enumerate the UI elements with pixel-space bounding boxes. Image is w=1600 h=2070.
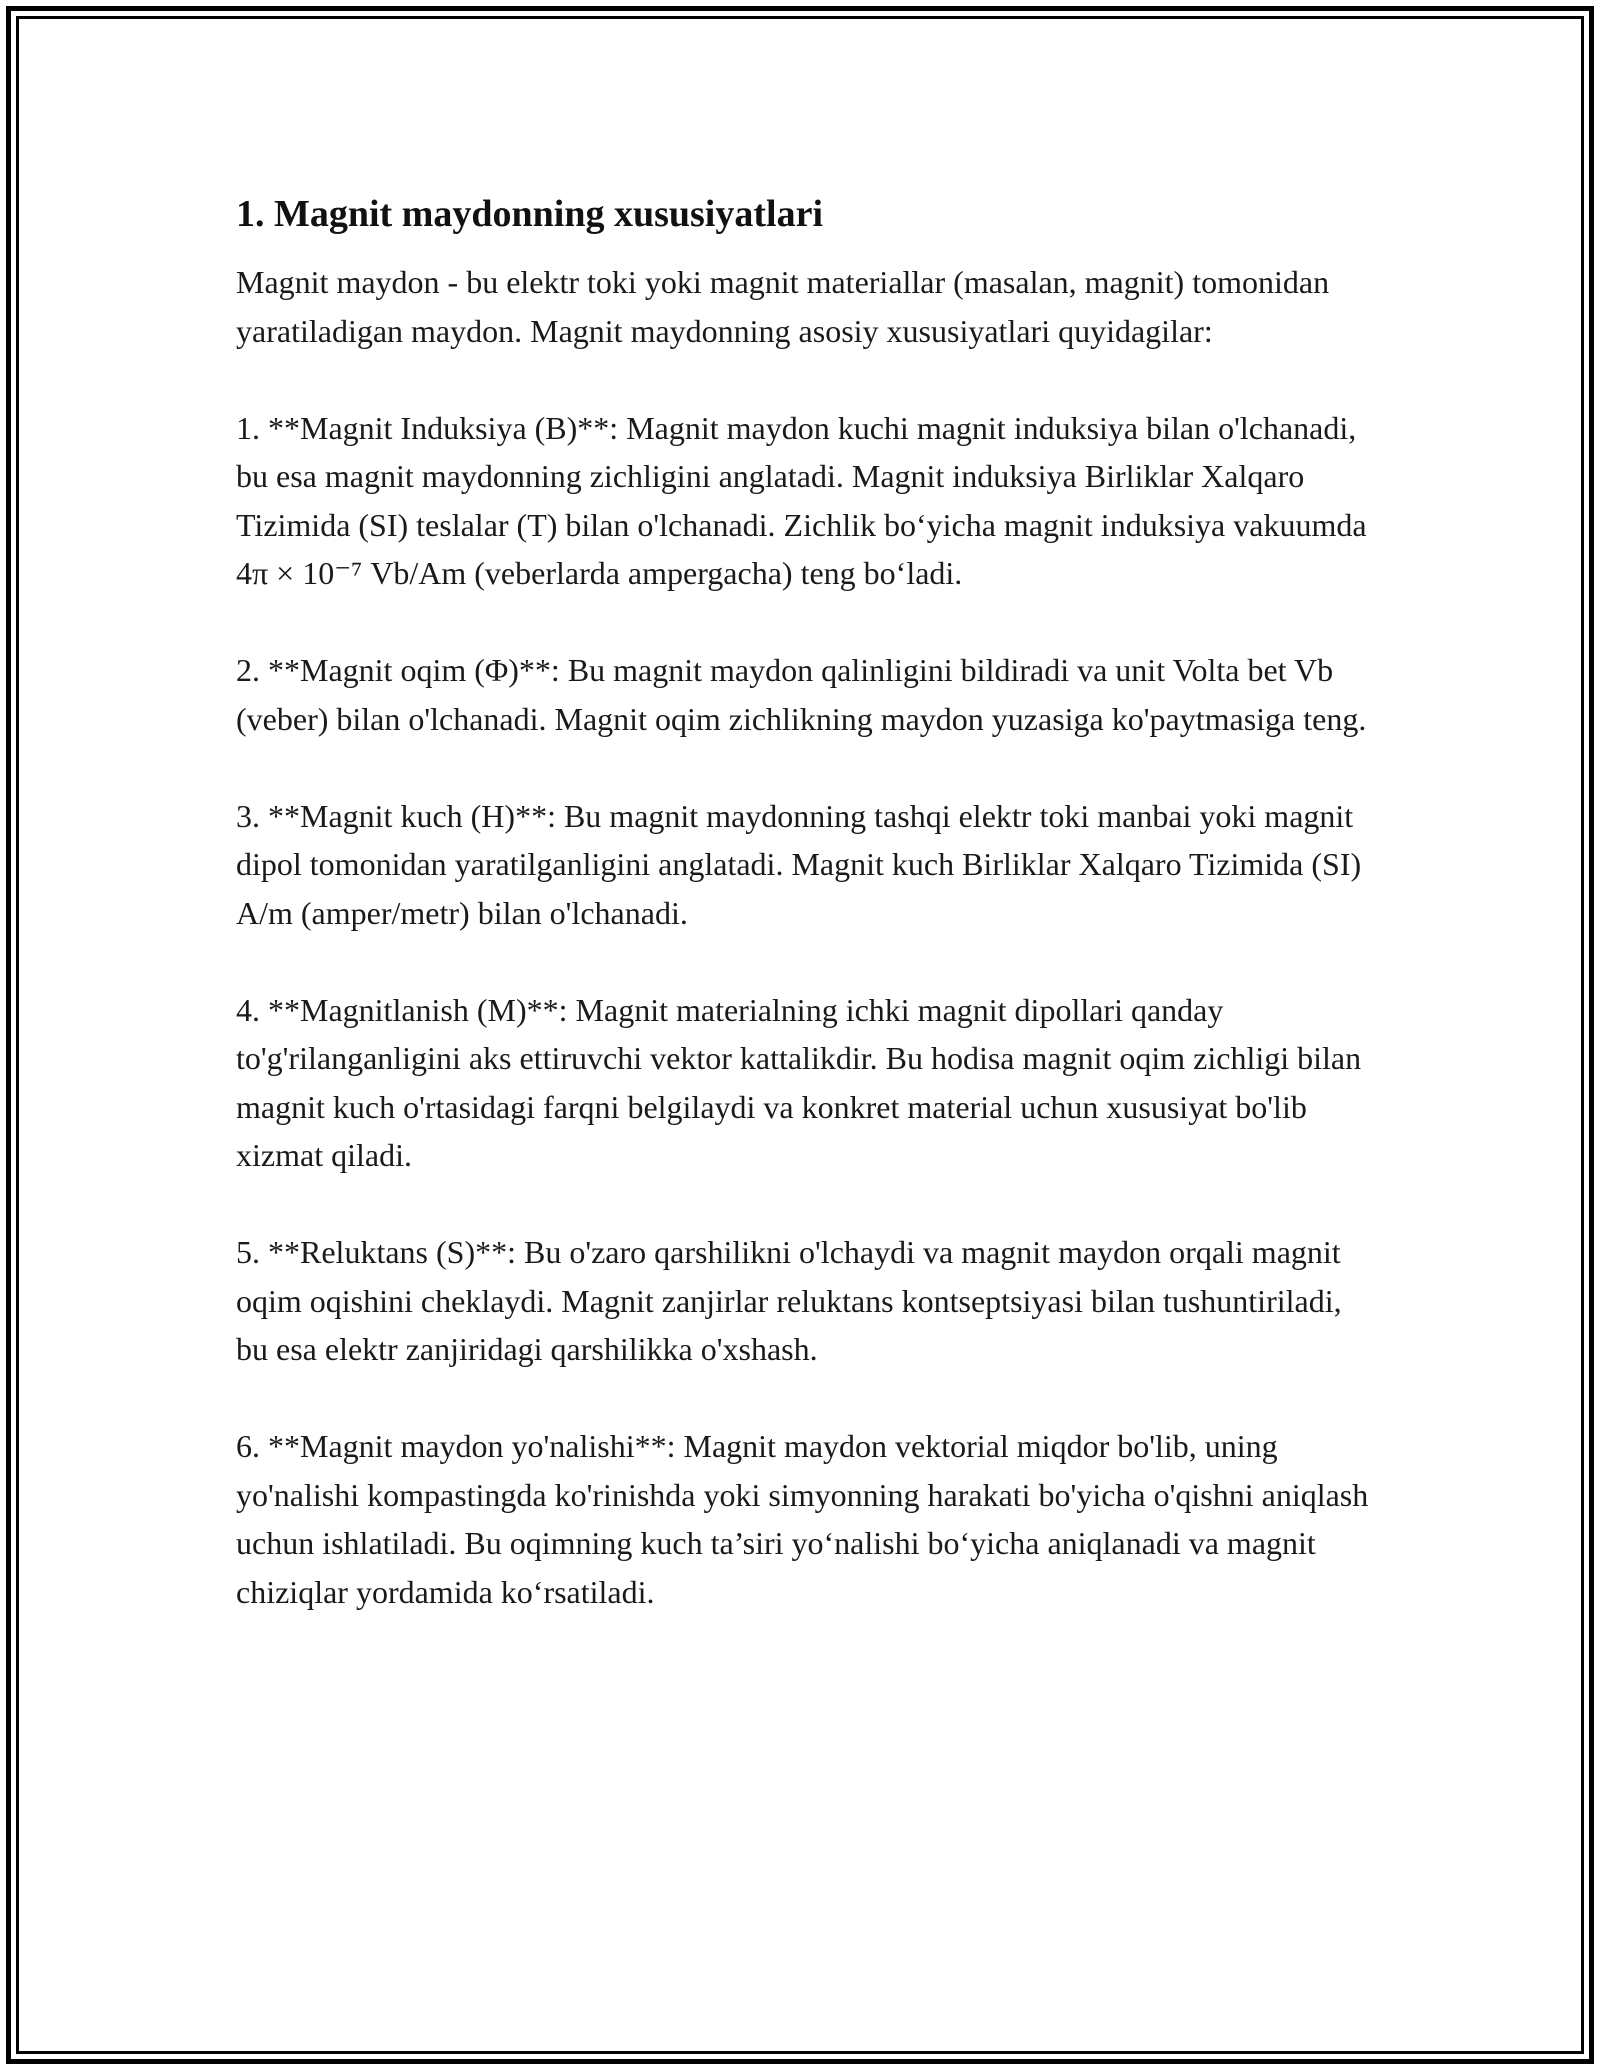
item-magnetic-induction: 1. **Magnit Induksiya (B)**: Magnit maydon kuchi magnit induksiya bilan o'lchanadi, bu esa magnit maydonning zichligini anglatadi. Magnit induksiya Birliklar Xalqaro Tizimida (SI) teslalar (T) bilan o'lchanadi. Zichlik bo‘yicha magnit induksiya vakuumda 4π × 10⁻⁷ Vb/Am (veberlarda ampergacha) teng bo‘ladi. xyxy=(236,409,1367,591)
item-magnetic-flux: 2. **Magnit oqim (Φ)**: Bu magnit maydon qalinligini bildiradi va unit Volta bet Vb (veber) bilan o'lchanadi. Magnit oqim zichlikning maydon yuzasiga ko'paytmasiga teng. xyxy=(236,652,1367,737)
item-reluctance: 5. **Reluktans (S)**: Bu o'zaro qarshilikni o'lchaydi va magnit maydon orqali magnit oqim oqishini cheklaydi. Magnit zanjirlar reluktans kontseptsiyasi bilan tushuntiriladi, bu esa elektr zanjiridagi qarshilikka o'xshash. xyxy=(236,1234,1342,1367)
document-title: 1. Magnit maydonning xususiyatlari xyxy=(236,193,823,235)
item-field-direction: 6. **Magnit maydon yo'nalishi**: Magnit maydon vektorial miqdor bo'lib, uning yo'nalishi kompastingda ko'rinishda yoki simyonning harakati bo'yicha o'qishni aniqlash uchun ishlatiladi. Bu oqimning kuch ta’siri yo‘nalishi bo‘yicha aniqlanadi va magnit chiziqlar yordamida ko‘rsatiladi. xyxy=(236,1428,1369,1610)
item-magnetic-force: 3. **Magnit kuch (H)**: Bu magnit maydonning tashqi elektr toki manbai yoki magnit dipol tomonidan yaratilganligini anglatadi. Magnit kuch Birliklar Xalqaro Tizimida (SI) A/m (amper/metr) bilan o'lchanadi. xyxy=(236,797,1362,931)
document-body xyxy=(236,188,1376,1616)
item-magnetization: 4. **Magnitlanish (M)**: Magnit materialning ichki magnit dipollari qanday to'g'rilanganligini aks ettiruvchi vektor kattalikdir. Bu hodisa magnit oqim zichligi bilan magnit kuch o'rtasidagi farqni belgilaydi va konkret material uchun xususiyat bo'lib xizmat qiladi. xyxy=(236,991,1362,1173)
intro-paragraph: Magnit maydon - bu elektr toki yoki magnit materiallar (masalan, magnit) tomonidan yaratiladigan maydon. Magnit maydonning asosiy xususiyatlari quyidagilar: xyxy=(236,264,1330,349)
